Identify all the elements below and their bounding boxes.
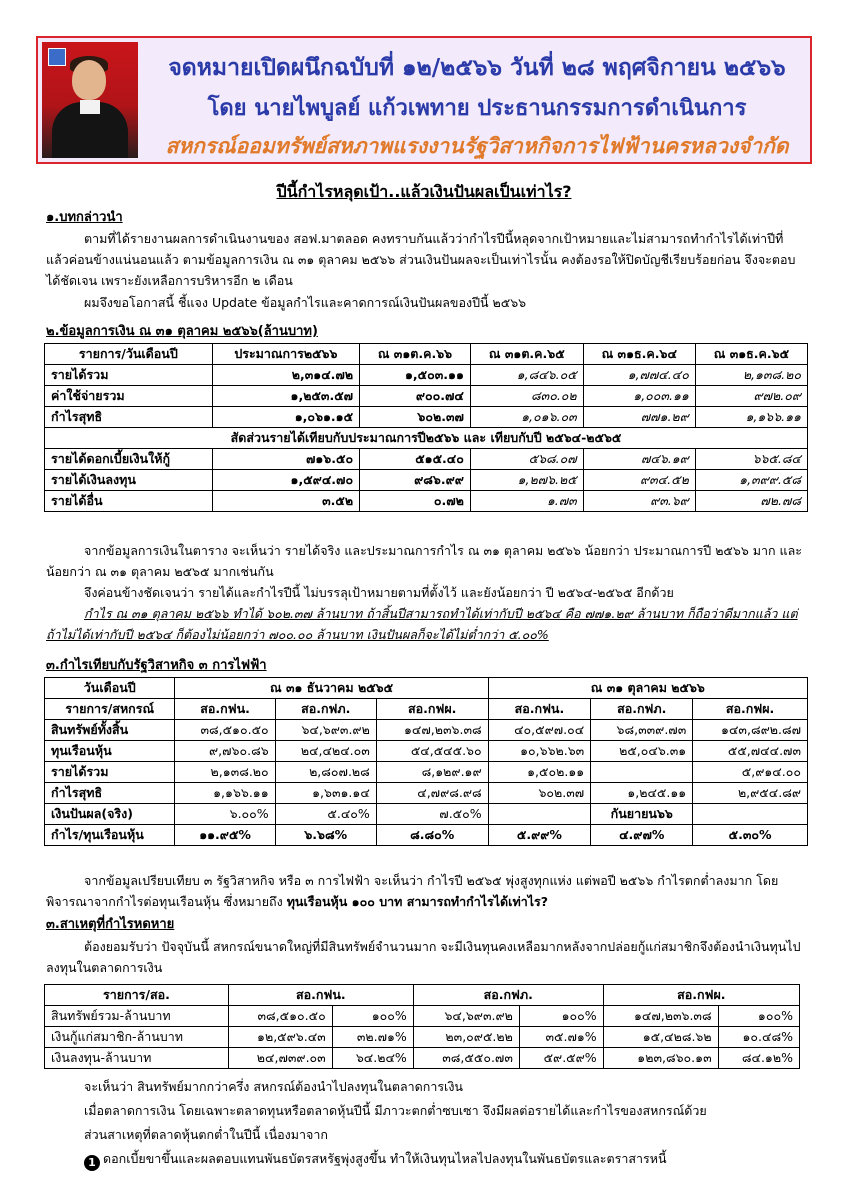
table-cell: ๖๖๕.๘๔ (695, 449, 807, 470)
table-cell (693, 804, 808, 825)
table-header-row (45, 985, 800, 1006)
table-cell: ๑,๖๓๑.๑๔ (275, 783, 376, 804)
table-cell: ๕.๙๙% (488, 825, 591, 846)
bullet-text: ดอกเบี้ยขาขึ้นและผลตอบแทนพันธบัตรสหรัฐพุ่งสูงขึ้น ทำให้เงินทุนไหลไปลงทุนในพันธบัตรและตราสารหนี้ (103, 1151, 667, 1166)
row-label: กำไรสุทธิ (45, 407, 213, 428)
table-header: รายการ/วันเดือนปี (45, 344, 213, 365)
table-header: สอ.กฟภ. (591, 699, 693, 720)
table-cell (591, 762, 693, 783)
table-cell: ๖.๐๐% (175, 804, 275, 825)
table-cell: ๑๐๐% (718, 1006, 799, 1027)
table-row (45, 1027, 800, 1048)
table-cell: ๘.๘๐% (376, 825, 488, 846)
table-cell: ๙๓.๖๙ (583, 491, 695, 512)
row-label: เงินปันผล(จริง) (45, 804, 175, 825)
table-cell: ๓๘,๕๑๐.๕๐ (175, 720, 275, 741)
table-cell: ๑๑.๙๕% (175, 825, 275, 846)
table-header: ณ ๓๑ธ.ค.๖๔ (583, 344, 695, 365)
table-header: ณ ๓๑ต.ค.๖๕ (470, 344, 583, 365)
table-cell: ๓๘,๕๑๐.๕๐ (228, 1006, 332, 1027)
table-header: สอ.กฟผ. (693, 699, 808, 720)
table-cell: ๑,๐๑๖.๐๓ (470, 407, 583, 428)
section-4-paragraph-1: ต้องยอมรับว่า ปัจจุบันนี้ สหกรณ์ขนาดใหญ่ที่มีสินทรัพย์จำนวนมาก จะมีเงินทุนคงเหลือมากหลังจากปล่อยกู้แก่สมาชิกจึงต้องนำเงินทุนไปลงทุนในตลาดการเงิน (46, 939, 801, 975)
table-cell: ๑๔๓,๘๙๒.๘๗ (693, 720, 808, 741)
table-cell: ๑,๐๖๑.๑๕ (212, 407, 359, 428)
table-cell: ๕๕,๗๔๔.๗๓ (693, 741, 808, 762)
table-row (45, 804, 808, 825)
table-cell: ๖๔,๖๙๓.๙๒ (413, 1006, 519, 1027)
table-cell: ๒๔,๔๒๔.๐๓ (275, 741, 376, 762)
table-row (45, 491, 808, 512)
table-cell: ๑๐๐% (332, 1006, 413, 1027)
table-header: ณ ๓๑ธ.ค.๖๕ (695, 344, 807, 365)
section-2-paragraph-1: จากข้อมูลการเงินในตาราง จะเห็นว่า รายได้จริง และประมาณการกำไร ณ ๓๑ ตุลาคม ๒๕๖๖ น้อยกว่า ประมาณการปี ๒๕๖๖ มาก และน้อยกว่า ณ ๓๑ ตุลาคม ๒๕๖๕ มากเช่นกัน (46, 543, 802, 579)
table-cell: ๑,๕๙๔.๗๐ (212, 470, 359, 491)
row-label: เงินกู้แก่สมาชิก-ล้านบาท (45, 1027, 229, 1048)
table-cell: ๗๗๑.๒๙ (583, 407, 695, 428)
table-cell: ๖๔,๖๙๓.๙๒ (275, 720, 376, 741)
table-cell: ๒,๙๕๔.๘๙ (693, 783, 808, 804)
table-cell: ๑,๕๐๒.๑๑ (488, 762, 591, 783)
table-cell: ๔๐,๕๙๗.๐๔ (488, 720, 591, 741)
author-line: โดย นายไพบูลย์ แก้วเพทาย ประธานกรรมการดำเนินการ (207, 95, 747, 121)
table-header: ณ ๓๑ต.ค.๖๖ (360, 344, 471, 365)
table-cell: ๗๑๖.๕๐ (212, 449, 359, 470)
section-3-paragraph (46, 870, 802, 912)
table-cell: ๗๒.๗๘ (695, 491, 807, 512)
table-cell: ๑,๒๔๕.๑๑ (591, 783, 693, 804)
table-cell: ๑๐๐% (519, 1006, 603, 1027)
table-cell: ๘๓๐.๐๒ (470, 386, 583, 407)
table-cell: ๙,๗๖๐.๘๖ (175, 741, 275, 762)
table-header: รายการ/สอ. (45, 985, 229, 1006)
table-row (45, 762, 808, 783)
row-label: สินทรัพย์ทั้งสิ้น (45, 720, 175, 741)
table-cell: ๓.๕๒ (212, 491, 359, 512)
row-label: สินทรัพย์รวม-ล้านบาท (45, 1006, 229, 1027)
table-header-row (45, 699, 808, 720)
table-cell: ๖๘,๓๓๙.๗๓ (591, 720, 693, 741)
section-1-paragraph-2: ผมจึงขอโอกาสนี้ ชี้แจง Update ข้อมูลกำไรและคาดการณ์เงินปันผลของปีนี้ ๒๕๖๖ (84, 295, 527, 310)
row-label: รายได้รวม (45, 762, 175, 783)
table-row (45, 407, 808, 428)
table-header: ณ ๓๑ ธันวาคม ๒๕๖๕ (175, 678, 488, 699)
row-label: ทุนเรือนหุ้น (45, 741, 175, 762)
section-3-text: จากข้อมูลเปรียบเทียบ ๓ รัฐวิสาหกิจ หรือ ๓ การไฟฟ้า จะเห็นว่า กำไรปี ๒๕๖๕ พุ่งสูงทุกแห่ง แต่พอปี ๒๕๖๖ กำไรตกต่ำลงมาก โดยพิจารณาจากกำไรต่อทุนเรือนหุ้น ซึ่งหมายถึง (46, 873, 779, 909)
table-cell: ๑,๐๐๓.๑๑ (583, 386, 695, 407)
comparison-table (44, 677, 808, 846)
table-cell: ๕.๓๐% (693, 825, 808, 846)
table-cell: ๙๐๐.๗๔ (360, 386, 471, 407)
table-row (45, 470, 808, 491)
table-cell: ๒,๑๓๘.๒๐ (175, 762, 275, 783)
section-2-paragraph-3: กำไร ณ ๓๑ ตุลาคม ๒๕๖๖ ทำได้ ๖๐๒.๓๗ ล้านบาท ถ้าสิ้นปีสามารถทำได้เท่ากับปี ๒๕๖๔ คือ ๗๗๑.๒๙ ล้านบาท ก็ถือว่าดีมากแล้ว แต่ถ้าไม่ได้เท่ากับปี ๒๕๖๔ ก็ต้องไม่น้อยกว่า ๗๐๐.๐๐ ล้านบาท เงินปันผลก็จะได้ไม่ต่ำกว่า ๕.๐๐% (46, 606, 798, 642)
table-cell: ๕๙.๕๙% (519, 1048, 603, 1069)
table-header: สอ.กฟน. (175, 699, 275, 720)
letter-number-title: จดหมายเปิดผนึกฉบับที่ ๑๒/๒๕๖๖ วันที่ ๒๘ พฤศจิกายน ๒๕๖๖ (168, 54, 786, 81)
table-cell: ๓๘,๕๕๐.๗๓ (413, 1048, 519, 1069)
table-row (45, 720, 808, 741)
row-label: เงินลงทุน-ล้านบาท (45, 1048, 229, 1069)
table-cell: ๑,๘๔๖.๐๕ (470, 365, 583, 386)
table-cell: ๑.๗๓ (470, 491, 583, 512)
table-cell: ๖๐๒.๓๗ (360, 407, 471, 428)
section-4-paragraph-4: ส่วนสาเหตุที่ตลาดหุ้นตกต่ำในปีนี้ เนื่องมาจาก (84, 1127, 328, 1142)
table-cell: ๘๔.๑๒% (718, 1048, 799, 1069)
section-1-heading: ๑.บทกล่าวนำ (46, 210, 123, 225)
table-cell: ๒,๑๓๘.๒๐ (695, 365, 807, 386)
page-title: ปีนี้กำไรหลุดเป้า..แล้วเงินปันผลเป็นเท่าไร? (276, 182, 572, 201)
row-label: รายได้เงินลงทุน (45, 470, 213, 491)
section-2-paragraph-2: จึงค่อนข้างชัดเจนว่า รายได้และกำไรปีนี้ ไม่บรรลุเป้าหมายตามที่ตั้งไว้ และยังน้อยกว่า ปี ๒๕๖๔-๒๕๖๕ อีกด้วย (84, 585, 674, 600)
table-cell: ๒๕,๐๔๖.๓๑ (591, 741, 693, 762)
table-cell: ๑๐,๖๖๒.๖๓ (488, 741, 591, 762)
table-cell: ๑,๑๖๖.๑๑ (695, 407, 807, 428)
table-cell: ๒,๘๐๗.๒๘ (275, 762, 376, 783)
table-cell: ๔,๗๙๘.๙๘ (376, 783, 488, 804)
table-cell: ๑,๒๕๓.๕๗ (212, 386, 359, 407)
table-row (45, 365, 808, 386)
table-cell: ๑,๗๗๔.๔๐ (583, 365, 695, 386)
table-cell: ๑,๓๙๙.๕๘ (695, 470, 807, 491)
table-cell: ๑๔๗,๒๓๖.๓๘ (603, 1006, 718, 1027)
section-4-paragraph-3: เมื่อตลาดการเงิน โดยเฉพาะตลาดทุนหรือตลาดหุ้นปีนี้ มีภาวะตกต่ำซบเซา จึงมีผลต่อรายได้และกำไรของสหกรณ์ด้วย (84, 1103, 707, 1118)
table-row (45, 783, 808, 804)
table-cell: ๐.๗๒ (360, 491, 471, 512)
table-cell: ๗๔๖.๑๙ (583, 449, 695, 470)
table-cell: ๑,๑๖๖.๑๑ (175, 783, 275, 804)
table-cell: ๙๓๔.๕๒ (583, 470, 695, 491)
row-label: รายได้อื่น (45, 491, 213, 512)
table-cell: ๑๒,๕๙๖.๔๓ (228, 1027, 332, 1048)
table-header: ณ ๓๑ ตุลาคม ๒๕๖๖ (488, 678, 807, 699)
table-cell: ๔.๙๗% (591, 825, 693, 846)
table-header-row (45, 344, 808, 365)
table-header: สอ.กฟน. (228, 985, 413, 1006)
table-cell: ๑๒๓,๘๖๐.๑๓ (603, 1048, 718, 1069)
section-3-heading: ๓.กำไรเทียบกับรัฐวิสาหกิจ ๓ การไฟฟ้า (46, 658, 267, 673)
table-cell: ๘,๑๒๙.๑๙ (376, 762, 488, 783)
row-label: ค่าใช้จ่ายรวม (45, 386, 213, 407)
section-4-heading: ๓.สาเหตุที่กำไรหดหาย (46, 917, 175, 932)
table-cell: ๖๔.๒๔% (332, 1048, 413, 1069)
table-subheader-row (45, 428, 808, 449)
table-cell: ๒๓,๐๙๕.๒๒ (413, 1027, 519, 1048)
logo-icon (48, 48, 66, 66)
table-header-row (45, 678, 808, 699)
cooperative-name: สหกรณ์ออมทรัพย์สหภาพแรงงานรัฐวิสาหกิจการไฟฟ้านครหลวงจำกัด (165, 133, 789, 158)
table-header: สอ.กฟน. (488, 699, 591, 720)
table-cell: ๒๔,๗๓๙.๐๓ (228, 1048, 332, 1069)
section-3-emphasis: ทุนเรือนหุ้น ๑๐๐ บาท สามารถทำกำไรได้เท่าไร? (286, 894, 548, 909)
table-header: วันเดือนปี (45, 678, 175, 699)
row-label: รายได้ดอกเบี้ยเงินให้กู้ (45, 449, 213, 470)
table-cell: ๕๔,๕๔๕.๖๐ (376, 741, 488, 762)
row-label: กำไรสุทธิ (45, 783, 175, 804)
table-cell: ๙๘๖.๙๙ (360, 470, 471, 491)
table-row (45, 741, 808, 762)
table-cell: ๗.๕๐% (376, 804, 488, 825)
table-row (45, 449, 808, 470)
table-header: รายการ/สหกรณ์ (45, 699, 175, 720)
table-cell: ๕๑๕.๔๐ (360, 449, 471, 470)
table-cell (488, 804, 591, 825)
table-cell: ๖๐๒.๓๗ (488, 783, 591, 804)
table-header: สอ.กฟผ. (603, 985, 799, 1006)
table-header: สอ.กฟภ. (413, 985, 603, 1006)
table-cell: ๓๕.๗๑% (519, 1027, 603, 1048)
table-cell: ๑,๒๗๖.๒๕ (470, 470, 583, 491)
section-4-paragraph-2: จะเห็นว่า สินทรัพย์มากกว่าครึ่ง สหกรณ์ต้องนำไปลงทุนในตลาดการเงิน (84, 1079, 463, 1094)
table-header: สอ.กฟภ. (275, 699, 376, 720)
table-cell: ๒,๓๑๔.๗๒ (212, 365, 359, 386)
chairman-photo (42, 42, 138, 158)
section-2-heading: ๒.ข้อมูลการเงิน ณ ๓๑ ตุลาคม ๒๕๖๖(ล้านบาท) (46, 324, 318, 339)
table-header: ประมาณการ๒๕๖๖ (212, 344, 359, 365)
number-1-icon: 1 (84, 1155, 100, 1171)
table-cell: ๑๔๗,๒๓๖.๓๘ (376, 720, 488, 741)
investment-table (44, 984, 800, 1069)
table-row (45, 1006, 800, 1027)
table-cell: ๑,๕๐๓.๑๑ (360, 365, 471, 386)
table-cell: ๕๖๘.๐๗ (470, 449, 583, 470)
section-4-bullet-item (46, 1148, 802, 1171)
row-label: กำไร/ทุนเรือนหุ้น (45, 825, 175, 846)
table-header: สอ.กฟผ. (376, 699, 488, 720)
letter-header (36, 36, 812, 164)
section-1-paragraph-1: ตามที่ได้รายงานผลการดำเนินงานของ สอฟ.มาตลอด คงทราบกันแล้วว่ากำไรปีนี้หลุดจากเป้าหมายและไม่สามารถทำกำไรได้เท่าปีที่แล้วค่อนข้างแน่นอนแล้ว ตามข้อมูลการเงิน ณ ๓๑ ตุลาคม ๒๕๖๖ ส่วนเงินปันผลจะเป็นเท่าไรนั้น คงต้องรอให้ปิดบัญชีเรียบร้อยก่อน จึงจะตอบได้ชัดเจน เพราะยังเหลือการบริหารอีก ๒ เดือน (46, 231, 796, 288)
table-row (45, 1048, 800, 1069)
table-subheader: สัดส่วนรายได้เทียบกับประมาณการปี๒๕๖๖ และ เทียบกับปี ๒๕๖๔-๒๕๖๕ (45, 428, 808, 449)
table-row (45, 386, 808, 407)
table-row (45, 825, 808, 846)
row-label: รายได้รวม (45, 365, 213, 386)
financial-table (44, 343, 808, 512)
table-cell: ๖.๖๘% (275, 825, 376, 846)
table-cell: กันยายน๖๖ (591, 804, 693, 825)
table-cell: ๙๗๒.๐๙ (695, 386, 807, 407)
table-cell: ๑๕,๔๒๘.๖๒ (603, 1027, 718, 1048)
table-cell: ๕.๔๐% (275, 804, 376, 825)
table-cell: ๓๒.๗๑% (332, 1027, 413, 1048)
table-cell: ๕,๙๑๔.๐๐ (693, 762, 808, 783)
table-cell: ๑๐.๔๘% (718, 1027, 799, 1048)
